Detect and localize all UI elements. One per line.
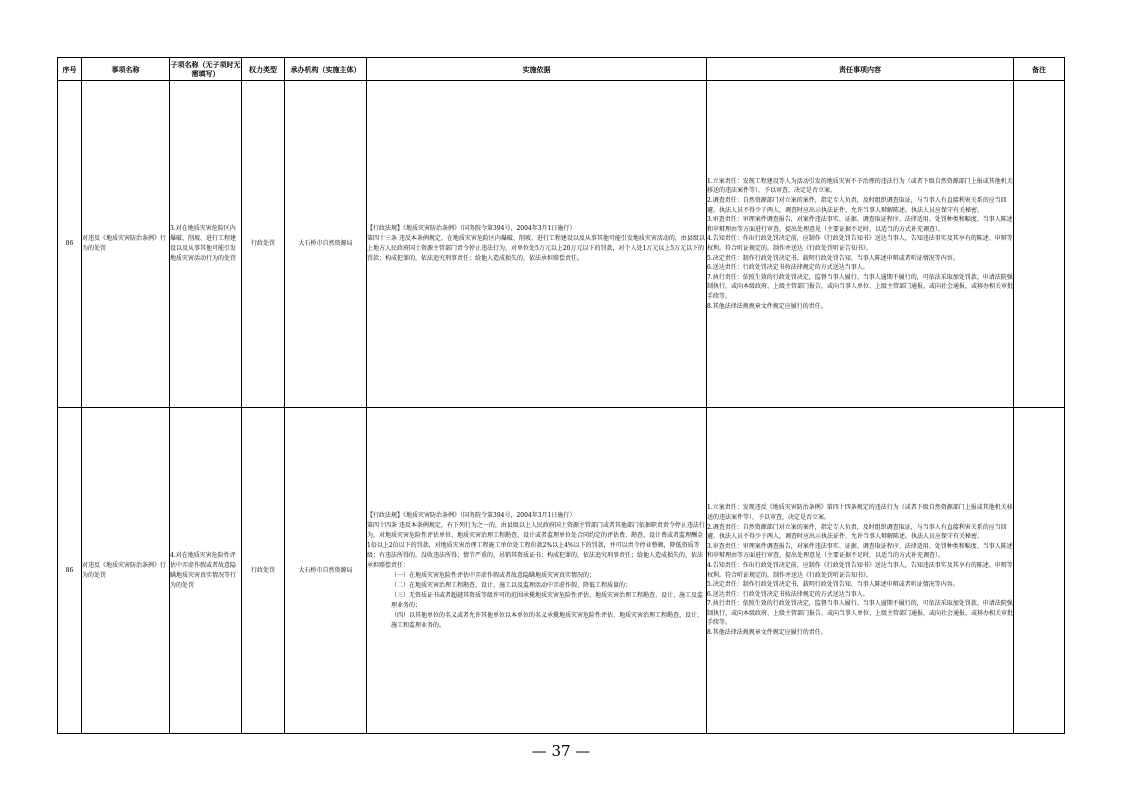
basis-article: 第四十四条 违反本条例规定，有下列行为之一的，由县级以上人民政府国土资源主管部门或者其他部门依据职责责令停止违法行为，对地质灾害危险性评估单位、地质灾害治理工程勘查、设计或者监理单位处合同约定的评估费、勘查、设计费或者监理酬金1倍以上2倍以下的罚款，对地质灾害治理工程施工单位处工程价款2%以上4%以下的罚款，并可以责令停业整顿，降低资质等级；有违法所得的，没收违法所得；情节严重的，吊销其资质证书；构成犯罪的，依法追究刑事责任；给他人造成损失的，依法承担赔偿责任：	[367, 521, 705, 569]
row-power-type: 行政处罚	[242, 81, 285, 408]
row-sub-item-name: 3.对在地质灾害危险区内爆破、削坡、进行工程建设以及从事其他可能引发地质灾害活动行为的处罚	[170, 81, 242, 408]
responsibility-item: 6.送达责任：行政处罚决定书按法律规定的方式送达当事人。	[707, 264, 869, 272]
responsibility-item: 2.调查责任：自然资源部门对立案的案件，指定专人负责，及时组织调查取证，与当事人有直接利害关系的应当回避。执法人员不得少于两人，调查时应出示执法证件，允许当事人辩解陈述。执法人员应保守有关秘密。	[707, 197, 1007, 214]
responsibility-item: 3.审查责任：审理案件调查报告，对案件违法事实、证据、调查取证程序、法律适用、处罚种类和幅度、当事人陈述和申辩理由等方面进行审查，提出处理意见（主要证据不足时，以适当的方式补充调查）。	[707, 542, 1013, 560]
header-row	[58, 58, 1065, 81]
row-remarks	[1014, 408, 1065, 734]
responsibility-item: 5.决定责任：制作行政处罚决定书，载明行政处罚告知、当事人陈述申辩或者听证情况等内容。	[707, 254, 959, 262]
responsibility-item: 1.立案责任：发现工程建设等人为活动引发的地质灾害不予治理的违法行为（或者下级自然资源部门上报或其他机关移送的违法案件等），予以审查，决定是否立案。	[707, 177, 1013, 195]
row-seq: 86	[58, 81, 82, 408]
row-responsibility	[707, 81, 1014, 408]
header-item-name: 事项名称	[82, 58, 170, 81]
table-row	[58, 408, 1065, 734]
row-item-name: 对违反《地质灾害防治条例》行为的处罚	[82, 81, 170, 408]
row-agency: 大石桥市自然资源局	[285, 81, 367, 408]
responsibility-item: 4.告知责任：作出行政处罚决定前，应制作《行政处罚告知书》送达当事人，告知违法事实及其享有的陈述、申辩等权利。符合听证规定的，制作并送达《行政处罚听证告知书》。	[707, 235, 1013, 252]
row-basis	[367, 81, 707, 408]
row-power-type: 行政处罚	[242, 408, 285, 734]
basis-item: （三）无资质证书或者超越其资质等级许可的范围承揽地质灾害危险性评估、地质灾害治理工程勘查、设计、施工及监理业务的；	[391, 591, 704, 609]
responsibility-item: 7.执行责任：依照生效的行政处罚决定，监督当事人履行。当事人逾期不履行的，可依法采取加处罚款、申请法院强制执行，或向本级政府、上级主管部门报告，或向当事人单位、上级主管部门通报，或向社会通报，或移办相关审批手续等。	[707, 273, 1014, 300]
row-sub-item-name: 4.对在地质灾害危险性评估中弄虚作假或者故意隐瞒地质灾害真实情况等行为的处罚	[170, 408, 242, 734]
row-remarks	[1014, 81, 1065, 408]
header-sub-item-name: 子项名称（无子项时无需填写）	[170, 58, 242, 81]
page-number: — 37 —	[531, 742, 591, 760]
responsibility-item: 4.告知责任：作出行政处罚决定前，应制作《行政处罚告知书》送达当事人，告知违法事实及其享有的陈述、申辩等权利。符合听证规定的，制作并送达《行政处罚听证告知书》。	[707, 561, 1013, 579]
responsibility-item: 8.其他法律法规规章文件规定应履行的责任。	[707, 629, 827, 637]
row-seq: 86	[58, 408, 82, 734]
basis-article: 第四十三条 违反本条例规定，在地质灾害危险区内爆破、削坡、进行工程建设以及从事其他可能引发地质灾害活动的，由县级以上地方人民政府国土资源主管部门责令停止违法行为，对单位处5万元以上20万元以下的罚款，对个人处1万元以上5万元以下的罚款；构成犯罪的，依法追究刑事责任；给他人造成损失的，依法承担赔偿责任。	[367, 235, 705, 262]
responsibility-item: 5.决定责任：制作行政处罚决定书，载明行政处罚告知、当事人陈述申辩或者听证情况等内容。	[707, 581, 959, 589]
row-agency: 大石桥市自然资源局	[285, 408, 367, 734]
basis-item: （二）在地质灾害治理工程勘查、设计、施工以及监理活动中弄虚作假、降低工程质量的；	[391, 581, 632, 589]
header-agency: 承办机构（实施主体）	[285, 58, 367, 81]
row-item-name: 对违反《地质灾害防治条例》行为的处罚	[82, 408, 170, 734]
responsibility-item: 3.审查责任：审理案件调查报告，对案件违法事实、证据、调查取证程序、法律适用、处罚种类和幅度、当事人陈述和申辩理由等方面进行审查，提出处理意见（主要证据不足时，以适当的方式补充调查）。	[707, 216, 1013, 233]
responsibility-item: 2.调查责任：自然资源部门对立案的案件，指定专人负责，及时组织调查取证，与当事人有直接利害关系的应当回避。执法人员不得少于两人，调查时应出示执法证件，允许当事人辩解陈述。执法人员应保守有关秘密。	[707, 523, 1007, 541]
header-responsibility: 责任事项内容	[707, 58, 1014, 81]
power-list-table	[57, 57, 1065, 734]
responsibility-item: 1.立案责任：发现违反《地质灾害防治条例》第四十四条规定的违法行为（或者下级自然资源部门上报或其他机关移送的违法案件等），予以审查，决定是否立案。	[707, 504, 1013, 521]
table-row	[58, 81, 1065, 408]
header-seq: 序号	[58, 58, 82, 81]
responsibility-item: 6.送达责任：行政处罚决定书按法律规定的方式送达当事人。	[707, 590, 869, 598]
responsibility-item: 8.其他法律法规规章文件规定应履行的责任。	[707, 302, 827, 310]
row-basis	[367, 408, 707, 734]
responsibility-item: 7.执行责任：依照生效的行政处罚决定，监督当事人履行。当事人逾期不履行的，可依法采取加处罚款、申请法院强制执行，或向本级政府、上级主管部门报告，或向当事人单位、上级主管部门通报，或向社会通报，或移办相关审批手续等。	[707, 600, 1014, 627]
basis-law-title: 【行政法规】《地质灾害防治条例》（国务院令第394号，2004年3月1日施行）	[367, 225, 576, 232]
basis-law-title: 【行政法规】《地质灾害防治条例》（国务院令第394号，2004年3月1日施行）	[367, 511, 576, 519]
header-power-type: 权力类型	[242, 58, 285, 81]
header-basis: 实施依据	[367, 58, 707, 81]
basis-item: （一）在地质灾害危险性评估中弄虚作假或者故意隐瞒地质灾害真实情况的；	[391, 571, 596, 579]
row-responsibility	[707, 408, 1014, 734]
basis-item: （四）以其他单位的名义或者允许其他单位以本单位的名义承揽地质灾害危险性评估、地质灾害治理工程勘查、设计、施工和监理业务的。	[391, 611, 704, 629]
header-remarks: 备注	[1014, 58, 1065, 81]
